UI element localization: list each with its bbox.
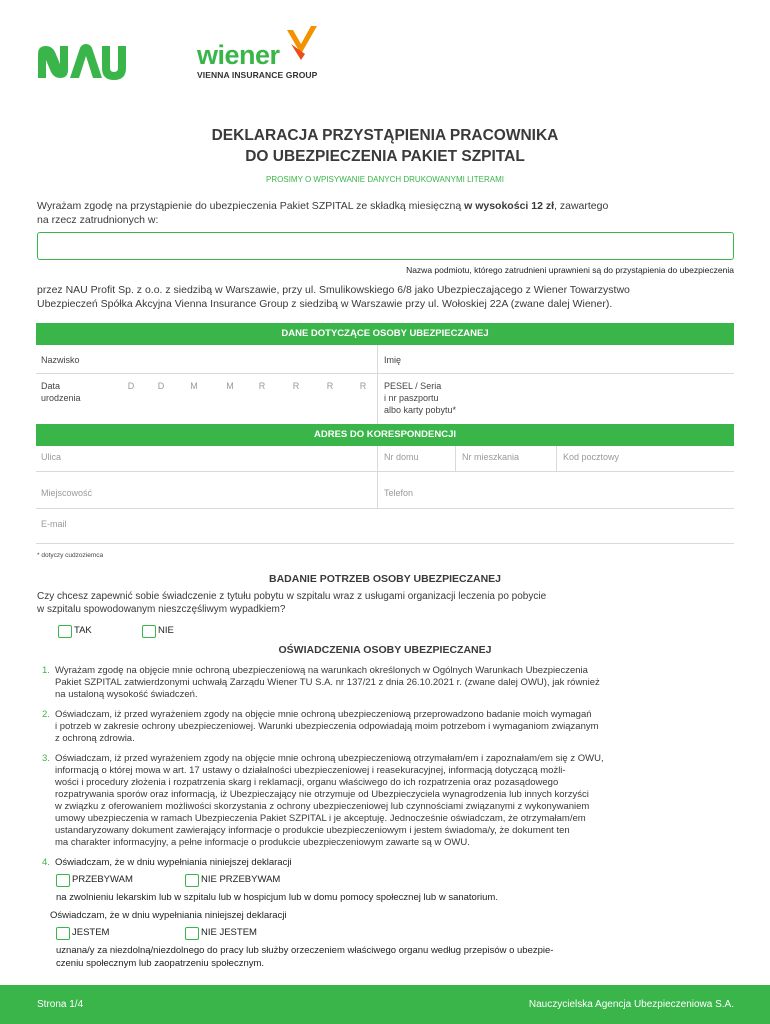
page-title-line2: DO UBEZPIECZENIA PAKIET SZPITAL <box>245 148 525 165</box>
city-input[interactable] <box>110 482 375 504</box>
city-label: Miejscowość <box>41 488 93 498</box>
dob-input-group[interactable] <box>112 374 377 424</box>
needs-question-line1: Czy chcesz zapewnić sobie świadczenie z tytułu pobytu w szpitalu wraz z usługami organizacji leczenia po pobycie <box>37 591 547 602</box>
email-label: E-mail <box>41 519 67 529</box>
intro-line2: na rzecz zatrudnionych w: <box>37 214 159 226</box>
statement-1-line-3: na ustaloną wysokość świadczeń. <box>55 689 198 700</box>
page-subtitle: PROSIMY O WPISYWANIE DANYCH DRUKOWANYMI LITERAMI <box>266 175 504 184</box>
house-no-label: Nr domu <box>384 452 419 462</box>
column-divider <box>455 446 456 471</box>
statement-3-number: 3. <box>42 753 50 764</box>
dob-year-4[interactable]: R <box>359 381 367 391</box>
statement-3-line-8: ma charakter informacyjny, a pełne informacje o produkcie ubezpieczeniowym zawarte są w OWU. <box>55 837 470 848</box>
statement-3-line-4: rozpatrywania sporów oraz informacją, iż Ubezpieczający nie otrzymuje od Ubezpieczyciela wynagrodzenia lub innych korzyści <box>55 789 589 800</box>
statement-3-line-3: wości i procedury złożenia i rozpatrzenia skarg i reklamacji, organu właściwego do ich rozpatrzenia oraz pozasądowego <box>55 777 559 788</box>
surname-input[interactable] <box>110 350 375 372</box>
foreigner-footnote: * dotyczy cudzoziemca <box>37 552 104 559</box>
entity-name-caption: Nazwa podmiotu, którego zatrudnieni uprawnieni są do przystąpienia do ubezpieczenia <box>406 265 734 275</box>
przebywam-label: PRZEBYWAM <box>72 874 133 885</box>
needs-yes-label: TAK <box>74 625 92 636</box>
insured-data-band: DANE DOTYCZĄCE OSOBY UBEZPIECZANEJ <box>36 323 734 345</box>
statement-1-number: 1. <box>42 665 50 676</box>
statement-1-line-1: Wyrażam zgodę na objęcie mnie ochroną ubezpieczeniową na warunkach określonych w Ogólnych Warunkach Ubezpieczenia <box>55 665 588 676</box>
dob-day-2[interactable]: D <box>157 381 165 391</box>
dob-month-1[interactable]: M <box>190 381 198 391</box>
nau-logo <box>36 44 126 80</box>
needs-no-label: NIE <box>158 625 174 636</box>
dob-label-line1: Data <box>41 381 61 391</box>
entity-name-input[interactable] <box>37 232 734 260</box>
dob-year-2[interactable]: R <box>292 381 300 391</box>
statement-3-line-6: umowy ubezpieczenia w ramach Ubezpieczenia Pakiet SZPITAL i je akceptuję. Jednocześnie oświadczam, że otrzymałam/em <box>55 813 586 824</box>
dob-year-1[interactable]: R <box>258 381 266 391</box>
page-footer <box>0 985 770 1024</box>
intro-text-after: , zawartego <box>554 200 609 212</box>
pesel-input[interactable] <box>480 376 730 420</box>
intro-line1 <box>37 199 737 213</box>
agreement-line1: przez NAU Profit Sp. z o.o. z siedzibą w Warszawie, przy ul. Smulikowskiego 6/8 jako Ubezpieczającego z Wiener Towarzystwo <box>37 284 630 296</box>
statement-3 <box>36 753 736 853</box>
incapacity-statement-line1: uznana/y za niezdolną/niezdolnego do pracy lub służby orzeczeniem właściwego organu według przepisów o ubezpie- <box>56 945 554 956</box>
statement-3-line-7: ustandaryzowany dokument zawierający informacje o produkcie ubezpieczeniowym i jestem świadoma/y, że dokument ten <box>55 825 570 836</box>
flat-no-label: Nr mieszkania <box>462 452 520 462</box>
needs-no-checkbox[interactable] <box>142 625 156 638</box>
row-divider <box>36 508 734 509</box>
statement-1 <box>36 665 736 705</box>
statements-heading: OŚWIADCZENIA OSOBY UBEZPIECZANEJ <box>278 644 492 656</box>
statement-3-line-5: w związku z oferowaniem możliwości skorzystania z ochrony ubezpieczeniowej lub czynnościami związanymi z wykonywaniem <box>55 801 590 812</box>
column-divider <box>556 446 557 471</box>
street-label: Ulica <box>41 452 62 462</box>
postal-code-label: Kod pocztowy <box>563 452 620 462</box>
dob-day-1[interactable]: D <box>127 381 135 391</box>
statement-2-number: 2. <box>42 709 50 720</box>
dob-month-2[interactable]: M <box>226 381 234 391</box>
przebywam-checkbox[interactable] <box>56 874 70 887</box>
statement-3-line-1: Oświadczam, iż przed wyrażeniem zgody na objęcie mnie ochroną ubezpieczeniową otrzymałam/em i zapoznałam/em się z OWU, <box>55 753 604 764</box>
first-name-label: Imię <box>384 355 402 365</box>
wiener-flag-icon <box>281 24 321 64</box>
pesel-label-line3: albo karty pobytu* <box>384 405 457 415</box>
needs-yes-checkbox[interactable] <box>58 625 72 638</box>
footer-company: Nauczycielska Agencja Ubezpieczeniowa S.A. <box>528 999 734 1010</box>
pesel-label-line2: i nr paszportu <box>384 393 439 403</box>
nie-jestem-checkbox[interactable] <box>185 927 199 940</box>
street-input[interactable] <box>80 447 375 469</box>
wiener-wordmark: wiener <box>197 40 280 70</box>
wiener-logo <box>193 24 333 84</box>
nie-przebywam-label: NIE PRZEBYWAM <box>201 874 281 885</box>
statement-3-line-2: informacją o której mowa w art. 17 ustawy o działalności ubezpieczeniowej i reasekuracyjnej, informacją dotyczącą możli- <box>55 765 566 776</box>
phone-label: Telefon <box>384 488 414 498</box>
statement-2 <box>36 709 736 749</box>
statement-2-line-3: z ochroną zdrowia. <box>55 733 135 744</box>
first-name-input[interactable] <box>420 350 730 372</box>
statement-4-text: Oświadczam, że w dniu wypełniania niniejszej deklaracji <box>55 857 292 868</box>
intro-text-bold: w wysokości 12 zł <box>464 200 555 212</box>
surname-label: Nazwisko <box>41 355 80 365</box>
incapacity-statement-line2: czeniu społecznym lub zaopatrzeniu społecznym. <box>56 958 265 969</box>
dob-year-3[interactable]: R <box>326 381 334 391</box>
hospital-statement: na zwolnieniu lekarskim lub w szpitalu lub w hospicjum lub w domu pomocy społecznej lub w sanatorium. <box>56 892 498 903</box>
nie-jestem-label: NIE JESTEM <box>201 927 257 938</box>
agreement-line2: Ubezpieczeń Spółka Akcyjna Vienna Insurance Group z siedzibą w Warszawie przy ul. Wołoskiej 22A (zwane dalej Wiener). <box>37 298 613 310</box>
statement-2-line-2: i potrzeb w zakresie ochrony ubezpieczeniowej. Warunki ubezpieczenia odpowiadają moim potrzebom i wymaganiom związanym <box>55 721 599 732</box>
page-number: Strona 1/4 <box>37 999 84 1010</box>
nie-przebywam-checkbox[interactable] <box>185 874 199 887</box>
needs-question-line2: w szpitalu spowodowanym nieszczęśliwym wypadkiem? <box>37 604 286 615</box>
statement-1-line-2: Pakiet SZPITAL zatwierdzonymi uchwałą Zarządu Wiener TU S.A. nr 137/21 z dnia 26.10.2021 r. (zwane dalej OWU), jak również <box>55 677 600 688</box>
column-divider <box>377 345 378 424</box>
statement-5-text: Oświadczam, że w dniu wypełniania niniejszej deklaracji <box>50 910 287 921</box>
row-divider <box>36 471 734 472</box>
jestem-checkbox[interactable] <box>56 927 70 940</box>
statement-2-line-1: Oświadczam, iż przed wyrażeniem zgody na objęcie mnie ochroną ubezpieczeniową przeprowadzono badanie moich wymagań <box>55 709 592 720</box>
pesel-label-line1: PESEL / Seria <box>384 381 442 391</box>
postal-code-input[interactable] <box>635 447 730 469</box>
page-title-line1: DEKLARACJA PRZYSTĄPIENIA PRACOWNIKA <box>211 127 559 144</box>
address-band: ADRES DO KORESPONDENCJI <box>36 424 734 446</box>
needs-heading: BADANIE POTRZEB OSOBY UBEZPIECZANEJ <box>269 573 501 585</box>
statement-4-number: 4. <box>42 857 50 868</box>
dob-label-line2: urodzenia <box>41 393 81 403</box>
statement-4 <box>36 857 736 871</box>
intro-text-before: Wyrażam zgodę na przystąpienie do ubezpieczenia Pakiet SZPITAL ze składką miesięczną <box>37 200 465 212</box>
row-divider <box>36 543 734 544</box>
wiener-group-text: VIENNA INSURANCE GROUP <box>197 70 318 80</box>
email-input[interactable] <box>80 513 730 535</box>
column-divider <box>377 446 378 508</box>
nau-logo-icon <box>36 44 126 80</box>
phone-input[interactable] <box>425 482 730 504</box>
jestem-label: JESTEM <box>72 927 110 938</box>
